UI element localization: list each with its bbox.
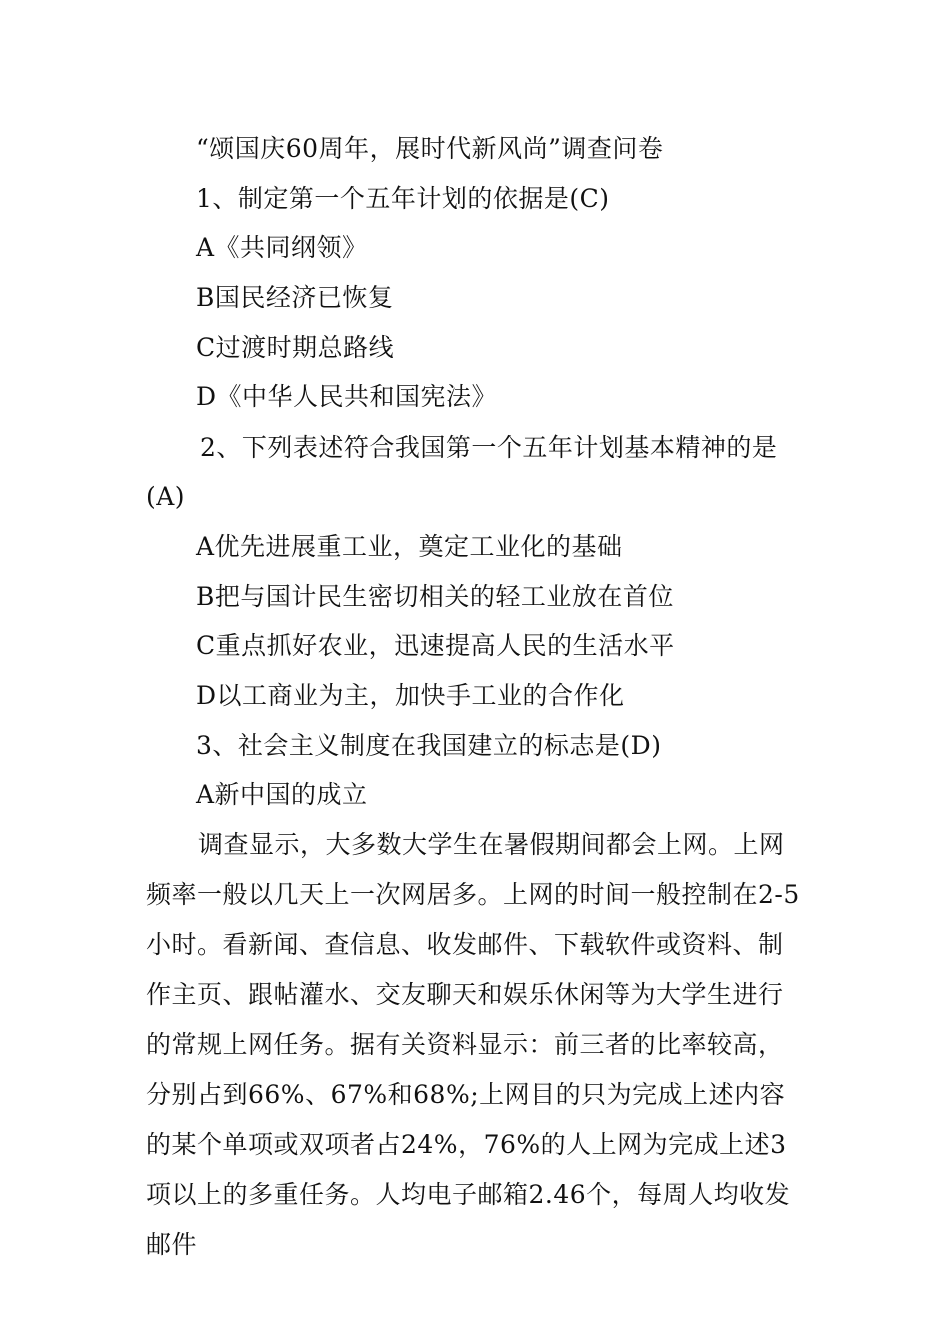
survey-paragraph: 调查显示，大多数大学生在暑假期间都会上网。上网频率一般以几天上一次网居多。上网的时间一般控制在2-5小时。看新闻、查信息、收发邮件、下载软件或资料、制作主页、跟帖灌水、交友聊天和娱乐休闲等为大学生进行的常规上网任务。据有关资料显示：前三者的比率较高，分别占到66%、67%和68%;上网目的只为完成上述内容的某个单项或双项者占24%，76%的人上网为完成上述3项以上的多重任务。人均电子邮箱2.46个，每周人均收发邮件 <box>146 830 800 1259</box>
survey-title: “颂国庆60周年，展时代新风尚”调查问卷 <box>196 134 664 163</box>
question-1: 1、制定第一个五年计划的依据是(C) <box>196 184 610 213</box>
q2-option-c: C重点抓好农业，迅速提高人民的生活水平 <box>196 631 675 660</box>
question-2-line-2: (A) <box>146 482 186 511</box>
q3-option-a: A新中国的成立 <box>196 780 368 809</box>
q1-option-c: C过渡时期总路线 <box>196 333 395 362</box>
question-2-line-1: 2、下列表述符合我国第一个五年计划基本精神的是 <box>200 433 778 462</box>
question-3: 3、社会主义制度在我国建立的标志是(D) <box>196 731 662 760</box>
q1-option-d: D《中华人民共和国宪法》 <box>196 382 498 411</box>
q2-option-d: D以工商业为主，加快手工业的合作化 <box>196 681 625 710</box>
q1-option-a: A《共同纲领》 <box>196 233 368 262</box>
q2-option-b: B把与国计民生密切相关的轻工业放在首位 <box>196 582 674 611</box>
q2-option-a: A优先进展重工业，奠定工业化的基础 <box>196 532 623 561</box>
q1-option-b: B国民经济已恢复 <box>196 283 394 312</box>
